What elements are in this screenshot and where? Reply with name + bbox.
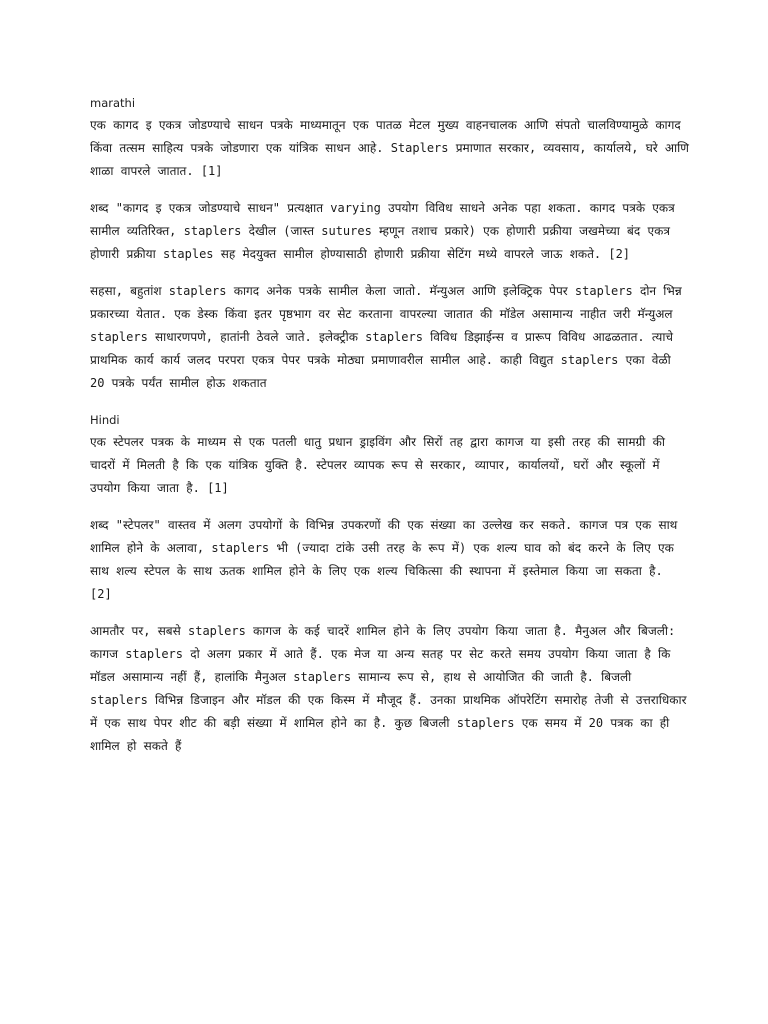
section-hindi [90, 409, 690, 758]
hindi-paragraph-1: एक स्टेपलर पत्रक के माध्यम से एक पतली धातु प्रधान ड्राइविंग और सिरों तह द्वारा कागज या इसी तरह की सामग्री की चादरों में मिलती है कि एक यांत्रिक युक्ति है. स्टेपलर व्यापक रूप से सरकार, व्यापार, कार्यालयों, घरों और स्कूलों में उपयोग किया जाता है. [1] [90, 435, 665, 495]
section-heading-hindi: Hindi [90, 413, 120, 427]
hindi-paragraph-2: शब्द "स्टेपलर" वास्तव में अलग उपयोगों के विभिन्न उपकरणों की एक संख्या का उल्लेख कर सकते. कागज पत्र एक साथ शामिल होने के अलावा, staplers भी (ज्यादा टांके उसी तरह के रूप में) एक शल्य घाव को बंद करने के लिए एक साथ शल्य स्टेपल के साथ ऊतक शामिल होने के लिए एक शल्य चिकित्सा की स्थापना में इस्तेमाल किया जा सकता है. [2] [90, 518, 678, 601]
document-body [90, 92, 690, 772]
section-heading-marathi: marathi [90, 96, 136, 110]
marathi-paragraph-3: सहसा, बहुतांश staplers कागद अनेक पत्रके सामील केला जातो. मॅन्युअल आणि इलेक्ट्रिक पेपर staplers दोन भिन्न प्रकारच्या येतात. एक डेस्क किंवा इतर पृष्ठभाग वर सेट करताना वापरल्या जातात की मॉडेल असामान्य नाहीत जरी मॅन्युअल staplers साधारणपणे, हातांनी ठेवले जाते. इलेक्ट्रीक staplers विविध डिझाईन्स व प्रारूप विविध आढळतात. त्याचे प्राथमिक कार्य कार्य जलद परपरा एकत्र पेपर पत्रके मोठ्या प्रमाणावरील सामील आहे. काही विद्युत staplers एका वेळी 20 पत्रके पर्यंत सामील होऊ शकतात [90, 284, 682, 390]
marathi-paragraph-2: शब्द "कागद इ एकत्र जोडण्याचे साधन" प्रत्यक्षात varying उपयोग विविध साधने अनेक पहा शकता. कागद पत्रके एकत्र सामील व्यतिरिक्त, staplers देखील (जास्त sutures म्हणून तशाच प्रकारे) एक होणारी प्रक्रीया जखमेच्या बंद एकत्र होणारी प्रक्रीया staples सह मेदयुक्त सामील होण्यासाठी होणारी प्रक्रीया सेटिंग मध्ये वापरले जाऊ शकते. [2] [90, 201, 675, 261]
marathi-paragraph-1: एक कागद इ एकत्र जोडण्याचे साधन पत्रके माध्यमातून एक पातळ मेटल मुख्य वाहनचालक आणि संपतो चालविण्यामुळे कागद किंवा तत्सम साहित्य पत्रके जोडणारा एक यांत्रिक साधन आहे. Staplers प्रमाणात सरकार, व्यवसाय, कार्यालये, घरे आणि शाळा वापरले जातात. [1] [90, 118, 689, 178]
section-marathi [90, 92, 690, 395]
hindi-paragraph-3: आमतौर पर, सबसे staplers कागज के कई चादरें शामिल होने के लिए उपयोग किया जाता है. मैनुअल और बिजली: कागज staplers दो अलग प्रकार में आते हैं. एक मेज या अन्य सतह पर सेट करते समय उपयोग किया जाता है कि मॉडल असामान्य नहीं हैं, हालांकि मैनुअल staplers सामान्य रूप से, हाथ से आयोजित की जाती है. बिजली staplers विभिन्न डिजाइन और मॉडल की एक किस्म में मौजूद हैं. उनका प्राथमिक ऑपरेटिंग समारोह तेजी से उत्तराधिकार में एक साथ पेपर शीट की बड़ी संख्या में शामिल होने का है. कुछ बिजली staplers एक समय में 20 पत्रक का ही शामिल हो सकते हैं [90, 624, 687, 753]
